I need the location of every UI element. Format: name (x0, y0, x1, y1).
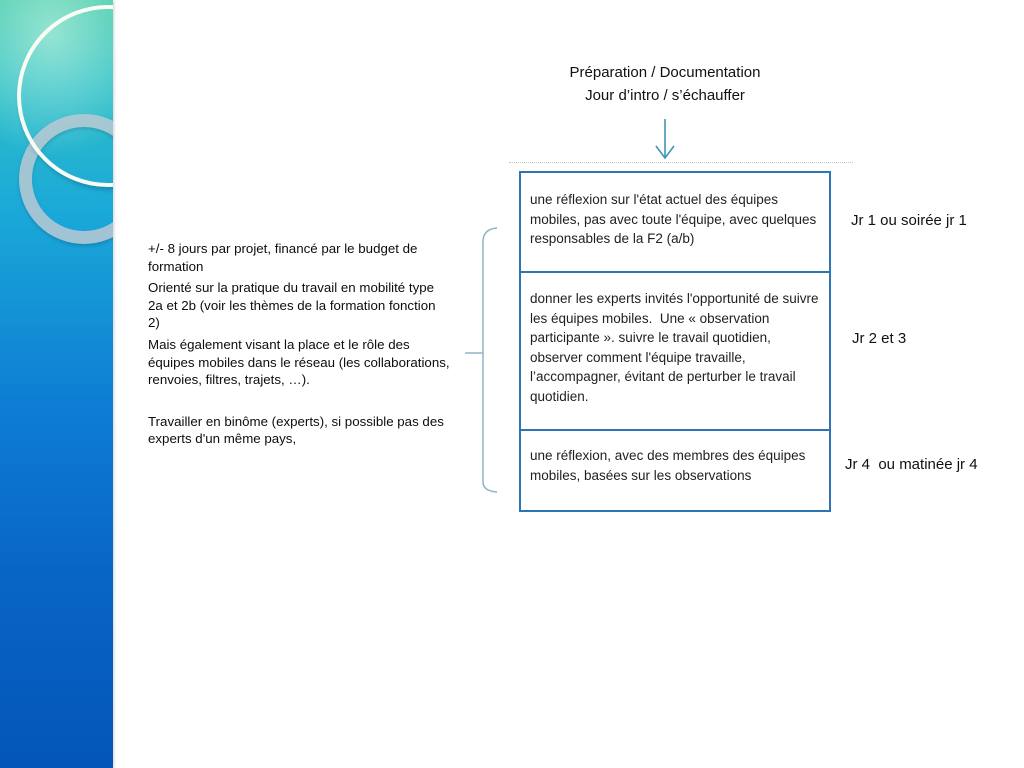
slide-title-line1: Préparation / Documentation (569, 64, 761, 81)
flow-boxes (519, 171, 831, 512)
flow-box-1 (519, 171, 831, 273)
day-label-2: Jr 2 et 3 (852, 330, 907, 347)
flow-box-2-text: donner les experts invités l'opportunité de suivre les équipes mobiles. Une « observation participante ». suivre le travail quotidien, observer comment l'équipe travaille, l’accompagner, évitant de perturber le travail quotidien. (530, 291, 823, 404)
down-arrow-icon (652, 118, 678, 162)
day-label-1: Jr 1 ou soirée jr 1 (851, 212, 967, 229)
note-paragraph-3: Mais également visant la place et le rôle des équipes mobiles dans le réseau (les collaborations, renvoies, filtres, trajets, …). (148, 336, 450, 388)
left-notes (148, 240, 450, 452)
sidebar-decoration (0, 0, 113, 768)
placeholder-dotted-line (509, 162, 853, 163)
note-paragraph-1: +/- 8 jours par projet, financé par le budget de formation (148, 241, 418, 274)
slide-title-line2: Jour d’intro / s’échauffer (585, 86, 745, 104)
left-brace-icon (458, 222, 506, 498)
flow-box-3-text: une réflexion, avec des membres des équipes mobiles, basées sur les observations (530, 448, 810, 483)
day-label-3: Jr 4 ou matinée jr 4 (845, 456, 978, 473)
note-paragraph-2: Orienté sur la pratique du travail en mobilité type 2a et 2b (voir les thèmes de la formation fonction 2) (148, 280, 436, 331)
flow-box-2 (519, 271, 831, 431)
note-paragraph-4: Travailler en binôme (experts), si possible pas des experts d'un même pays, (148, 413, 444, 447)
slide-title (500, 62, 830, 107)
flow-box-3 (519, 429, 831, 512)
flow-box-1-text: une réflexion sur l'état actuel des équipes mobiles, pas avec toute l'équipe, avec quelques responsables de la F2 (a/b) (530, 192, 821, 247)
